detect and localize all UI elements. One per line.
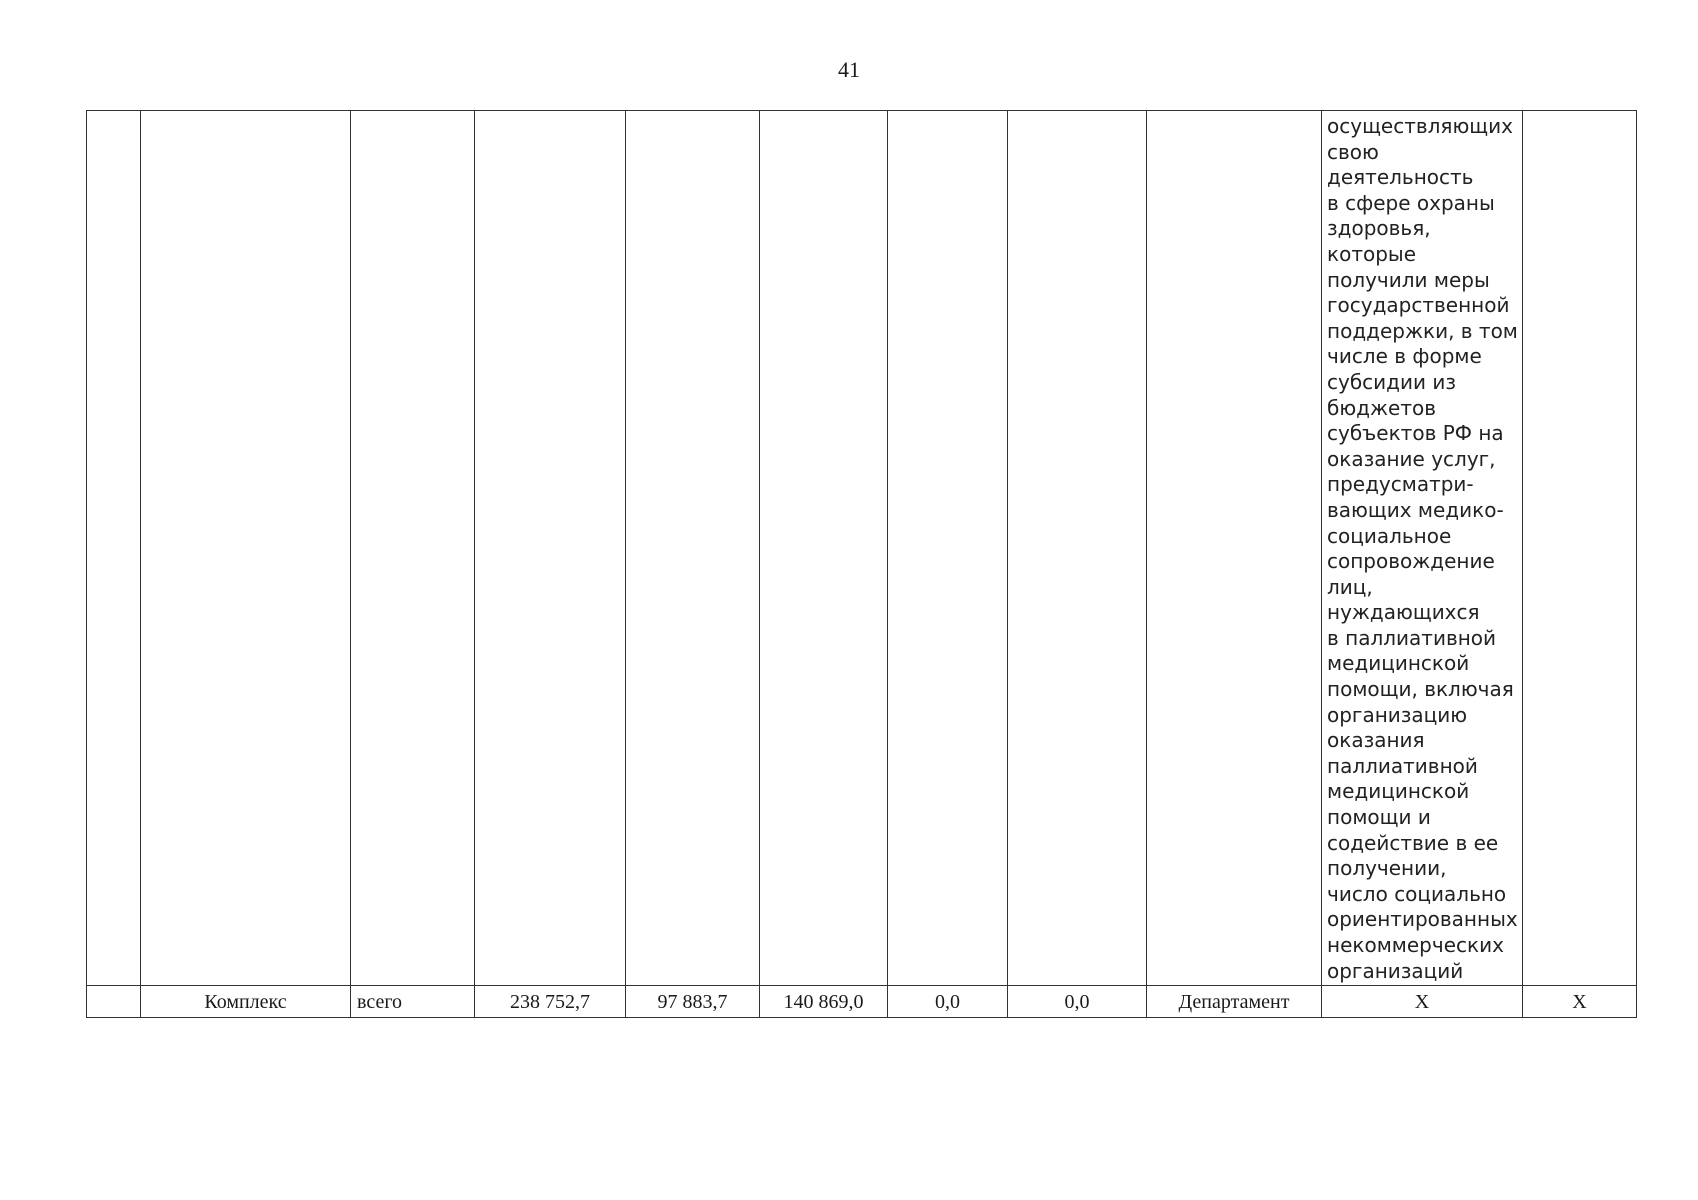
cell-total xyxy=(475,111,626,986)
cell-indicator-text: осуществляющих свою деятельность в сфере охраны здоровья, которые получили меры государственной поддержки, в том числе в форме субсидии из бюджетов субъектов РФ на оказание услуг, предусматри- вающих медико- социальное сопровождение лиц, нуждающихся в паллиативной медицинской помощи, включая организацию оказания паллиативной медицинской помощи и содействие в ее получении, число социально ориентированных некоммерческих организаций xyxy=(1322,111,1523,986)
cell-result xyxy=(1523,111,1637,986)
cell-year-4 xyxy=(1008,111,1147,986)
total-amount: 238 752,7 xyxy=(475,986,626,1018)
program-table xyxy=(86,110,1637,1018)
cell-year-2 xyxy=(760,111,888,986)
total-year-1: 97 883,7 xyxy=(626,986,760,1018)
cell-number xyxy=(87,111,141,986)
total-indicator: X xyxy=(1322,986,1523,1018)
cell-source xyxy=(351,111,475,986)
table-row-total xyxy=(87,986,1637,1018)
cell-year-3 xyxy=(888,111,1008,986)
total-year-4: 0,0 xyxy=(1008,986,1147,1018)
cell-year-1 xyxy=(626,111,760,986)
total-result: X xyxy=(1523,986,1637,1018)
table-row-continuation xyxy=(87,111,1637,986)
total-year-3: 0,0 xyxy=(888,986,1008,1018)
total-year-2: 140 869,0 xyxy=(760,986,888,1018)
page-number: 41 xyxy=(838,57,860,82)
cell-name xyxy=(141,111,351,986)
total-source: всего xyxy=(351,986,475,1018)
cell-executor xyxy=(1147,111,1322,986)
total-executor: Департамент xyxy=(1147,986,1322,1018)
total-number xyxy=(87,986,141,1018)
total-name: Комплекс xyxy=(141,986,351,1018)
